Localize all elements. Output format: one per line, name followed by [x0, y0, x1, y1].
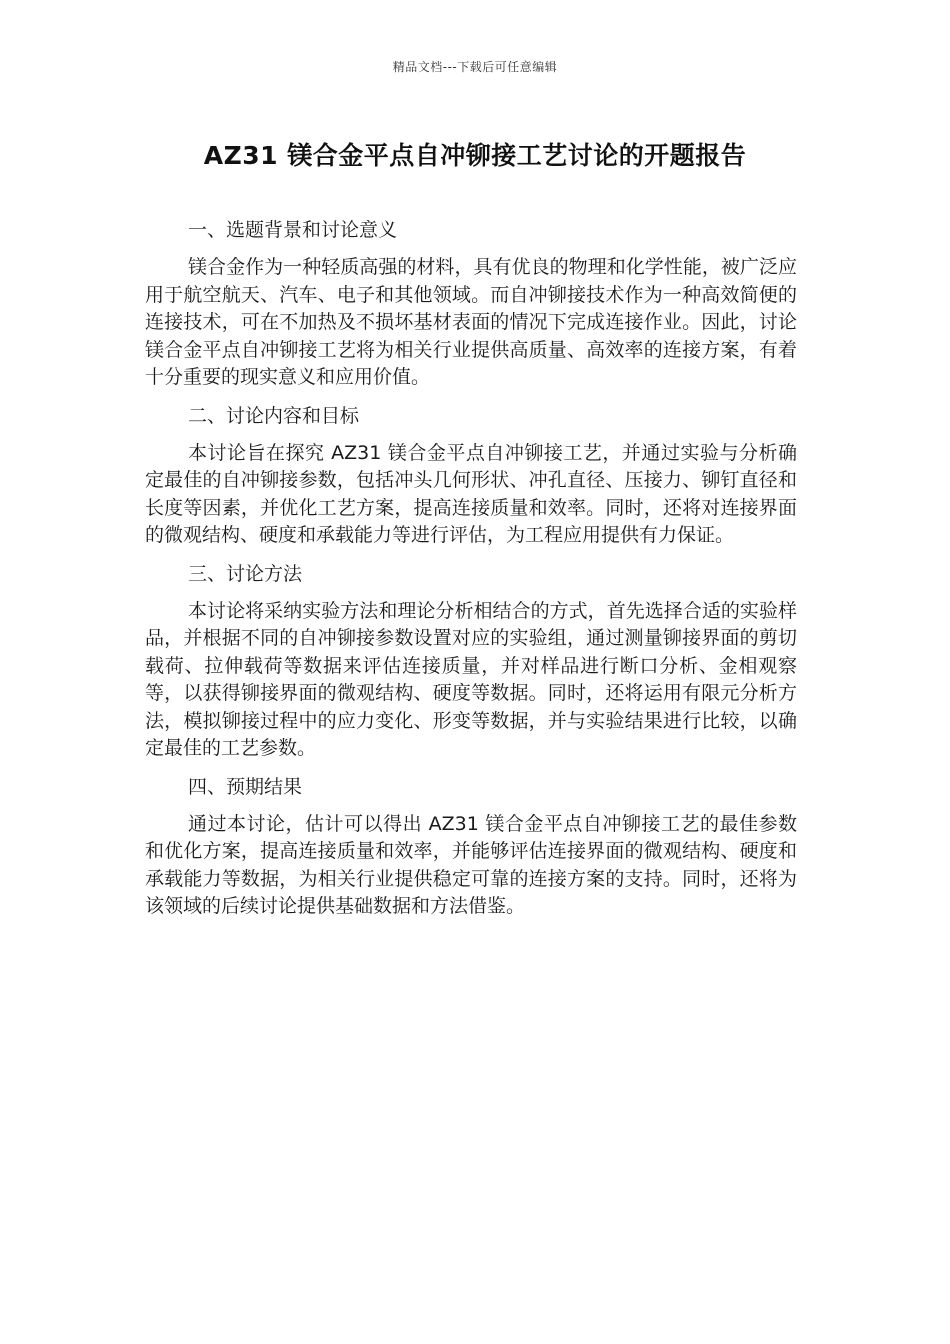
section-heading: 四、预期结果 [188, 775, 303, 798]
section-paragraph: 本讨论旨在探究 AZ31 镁合金平点自冲铆接工艺，并通过实验与分析确定最佳的自冲铆接参数，包括冲头几何形状、冲孔直径、压接力、铆钉直径和长度等因素，并优化工艺方案，提高连接质量和效率。同时，还将对连接界面的微观结构、硬度和承载能力等进行评估，为工程应用提供有力保证。 [145, 441, 797, 546]
section-paragraph: 通过本讨论，估计可以得出 AZ31 镁合金平点自冲铆接工艺的最佳参数和优化方案，提高连接质量和效率，并能够评估连接界面的微观结构、硬度和承载能力等数据，为相关行业提供稳定可靠的连接方案的支持。同时，还将为该领域的后续讨论提供基础数据和方法借鉴。 [145, 812, 797, 917]
section-heading: 三、讨论方法 [188, 562, 303, 585]
document-body [145, 215, 797, 930]
document-title: AZ31 镁合金平点自冲铆接工艺讨论的开题报告 [203, 141, 747, 170]
section-heading: 一、选题背景和讨论意义 [188, 219, 398, 241]
section-content-goals [145, 401, 797, 550]
section-heading: 二、讨论内容和目标 [188, 404, 360, 427]
section-paragraph: 镁合金作为一种轻质高强的材料，具有优良的物理和化学性能，被广泛应用于航空航天、汽车、电子和其他领域。而自冲铆接技术作为一种高效简便的连接技术，可在不加热及不损坏基材表面的情况下完成连接作业。因此，讨论镁合金平点自冲铆接工艺将为相关行业提供高质量、高效率的连接方案，有着十分重要的现实意义和应用价值。 [145, 256, 797, 388]
section-expected-results [145, 772, 797, 921]
section-paragraph: 本讨论将采纳实验方法和理论分析相结合的方式，首先选择合适的实验样品，并根据不同的自冲铆接参数设置对应的实验组，通过测量铆接界面的剪切载荷、拉伸载荷等数据来评估连接质量，并对样品进行断口分析、金相观察等，以获得铆接界面的微观结构、硬度等数据。同时，还将运用有限元分析方法，模拟铆接过程中的应力变化、形变等数据，并与实验结果进行比较，以确定最佳的工艺参数。 [145, 599, 797, 759]
section-background [145, 215, 797, 392]
section-methods [145, 559, 797, 763]
header-note: 精品文档---下载后可任意编辑 [392, 60, 558, 74]
